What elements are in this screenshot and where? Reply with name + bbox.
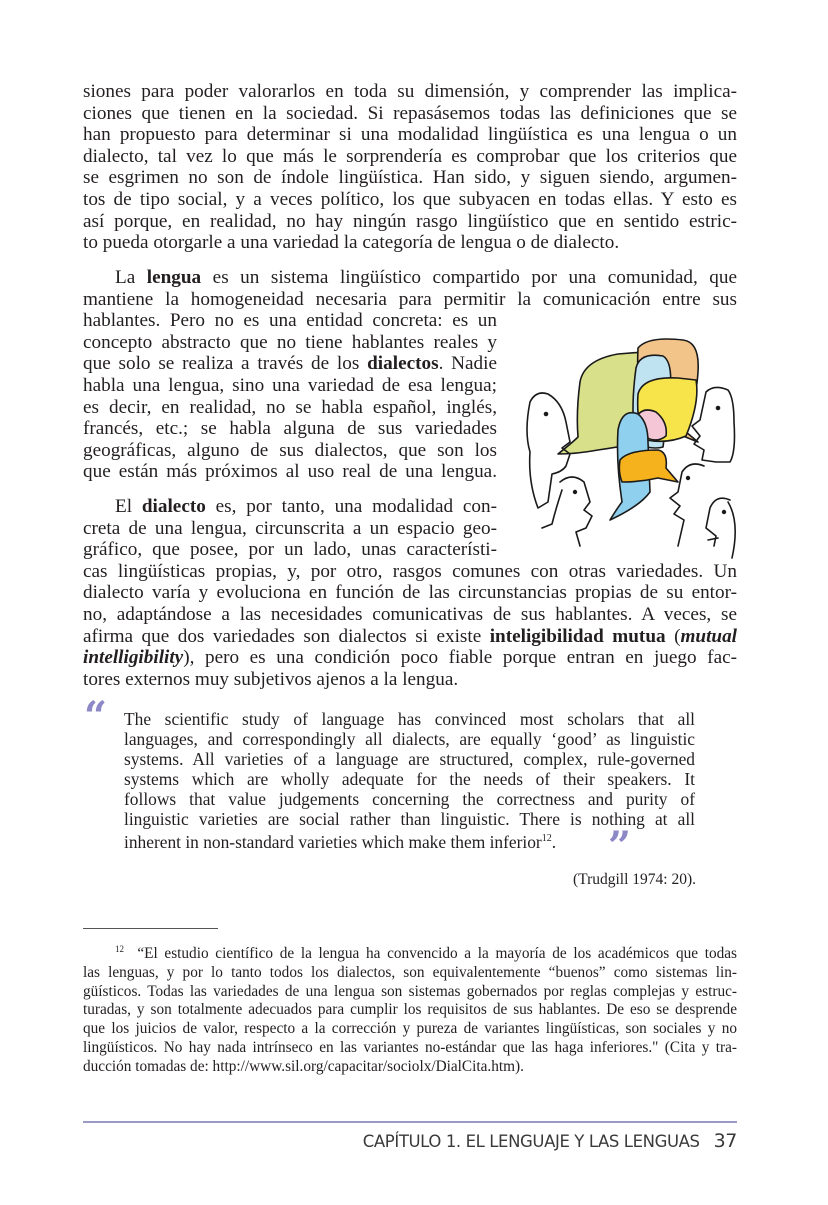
quote-line: systems. All varieties of a language are structured, complex, rule-governed: [124, 749, 695, 769]
quote-line: systems which are wholly adequate for the needs of their speakers. It: [124, 769, 695, 789]
term-lengua: lengua: [146, 267, 202, 288]
text-line: [83, 267, 737, 289]
text-line: dialecto, tal vez lo que más le sorprendería es comprobar que los criterios que: [83, 145, 737, 167]
quote-citation: (Trudgill 1974: 20).: [572, 871, 696, 888]
term-dialecto: dialecto: [141, 496, 206, 517]
text-line: tores externos muy subjetivos ajenos a la lengua.: [83, 668, 459, 690]
footnote-line: [83, 940, 737, 964]
footer-rule: [83, 1121, 737, 1123]
text-line: siones para poder valorarlos en toda su dimensión, y comprender las implica-: [83, 81, 737, 102]
footnote-ref[interactable]: 12: [541, 833, 552, 844]
text-line: han propuesto para determinar si una modalidad lingüística es una lengua o un: [83, 124, 737, 146]
text-line: [83, 647, 737, 669]
term-inteligibilidad-mutua: inteligibilidad mutua: [489, 625, 666, 647]
text-line: ciones que tienen en la sociedad. Si repasásemos todas las definiciones que se: [83, 102, 737, 124]
text-run: es un sistema lingüístico compartido por una comunidad, que: [201, 267, 737, 288]
text-run: El: [115, 496, 142, 517]
text-run: ), pero es una condición poco fiable porque entran en juego fac-: [183, 647, 737, 669]
footnote-line: las lenguas, y por lo tanto todos los dialectos, son equivalentemente “buenos” como sistemas lin-: [83, 963, 737, 981]
text-line: [83, 353, 497, 375]
quote-line: languages, and correspondingly all dialects, are equally ‘good’ as linguistic: [124, 729, 695, 749]
text-line: dialecto varía y evoluciona en función de las circunstancias propias de su entor-: [83, 582, 737, 604]
term-mutual: mutual: [680, 625, 737, 647]
text-run: .: [551, 832, 557, 852]
text-line: se esgrimen no son de índole lingüística. Han sido, y siguen siendo, argumen-: [83, 167, 737, 189]
text-line: francés, etc.; se habla alguna de sus variedades: [83, 418, 497, 440]
text-run: . Nadie: [438, 353, 497, 375]
text-line: to pueda otorgarle a una variedad la categoría de lengua o de dialecto.: [83, 232, 620, 254]
footnote-line: güísticos. Todas las variedades de una lengua son sistemas gobernados por reglas complejas y estruc-: [83, 982, 737, 1000]
text-line: mantiene la homogeneidad necesaria para permitir la comunicación entre sus: [83, 288, 737, 310]
text-line: [83, 496, 497, 518]
term-dialectos: dialectos: [367, 353, 439, 375]
footnote-12: [83, 940, 737, 1077]
footnote-line: ducción tomadas de: http://www.sil.org/capacitar/sociolx/DialCita.htm).: [83, 1057, 524, 1075]
text-run: inherent in non-standard varieties which make them inferior: [124, 832, 542, 852]
quote-line: linguistic varieties are social rather than linguistic. There is nothing at all: [124, 809, 695, 829]
text-line: cas lingüísticas propias, y, por otro, rasgos comunes con otras variedades. Un: [83, 560, 737, 582]
footnote-line: que los juicios de valor, respecto a la corrección y pureza de variantes lingüísticas, son sociales y no: [83, 1020, 737, 1038]
term-intelligibility: intelligibility: [83, 647, 184, 669]
close-quote-icon: ”: [608, 823, 628, 870]
paragraph-1: [83, 81, 737, 254]
chapter-title: CAPÍTULO 1. EL LENGUAJE Y LAS LENGUAS: [362, 1132, 700, 1151]
quote-line: The scientific study of language has convinced most scholars that all: [124, 709, 695, 729]
text-run: afirma que dos variedades son dialectos si existe: [83, 625, 490, 647]
text-line: creta de una lengua, circunscrita a un espacio geo-: [83, 517, 497, 539]
footnote-line: turadas, y son totalmente adecuados para cumplir los requisitos de sus hablantes. De eso se desprende: [83, 1001, 737, 1019]
text-line: gráfico, que posee, por un lado, unas característi-: [83, 539, 497, 561]
text-line: [83, 626, 737, 648]
text-line: tos de tipo social, y a veces político, los que subyacen en todas ellas. Y esto es: [83, 188, 737, 210]
text-line: así porque, en realidad, no hay ningún rasgo lingüístico que en sentido estric-: [83, 210, 737, 232]
text-line: es decir, en realidad, no se habla español, inglés,: [83, 396, 497, 418]
text-line: habla una lengua, sino una variedad de esa lengua;: [83, 374, 497, 396]
text-line: no, adaptándose a las necesidades comunicativas de sus hablantes. A veces, se: [83, 603, 737, 625]
text-run: (: [665, 625, 681, 647]
text-run: “El estudio científico de la lengua ha convencido a la mayoría de los académicos que todas: [137, 945, 737, 962]
speech-bubbles-illustration: [518, 332, 746, 562]
footnote-separator: [83, 928, 218, 929]
text-run: que solo se realiza a través de los: [83, 353, 368, 375]
text-run: es, por tanto, una modalidad con-: [205, 496, 498, 517]
open-quote-icon: “: [84, 693, 104, 740]
quote-line: follows that value judgements concerning the correctness and purity of: [124, 789, 695, 809]
text-run: La: [115, 267, 147, 288]
text-line: concepto abstracto que no tiene hablantes reales y: [83, 331, 497, 353]
people-talking-icon: [518, 332, 746, 562]
page-number: 37: [713, 1130, 737, 1152]
footnote-number: 12: [115, 944, 124, 954]
text-line: que están más próximos al uso real de una lengua.: [83, 461, 497, 483]
text-line: geográficas, alguno de sus dialectos, que son los: [83, 439, 497, 461]
text-line: hablantes. Pero no es una entidad concreta: es un: [83, 310, 497, 332]
running-footer: [363, 1130, 737, 1152]
footnote-line: lingüísticos. No hay nada intrínseco en las variantes no-estándar que las haga inferiores." (Cita y tra-: [83, 1038, 737, 1056]
